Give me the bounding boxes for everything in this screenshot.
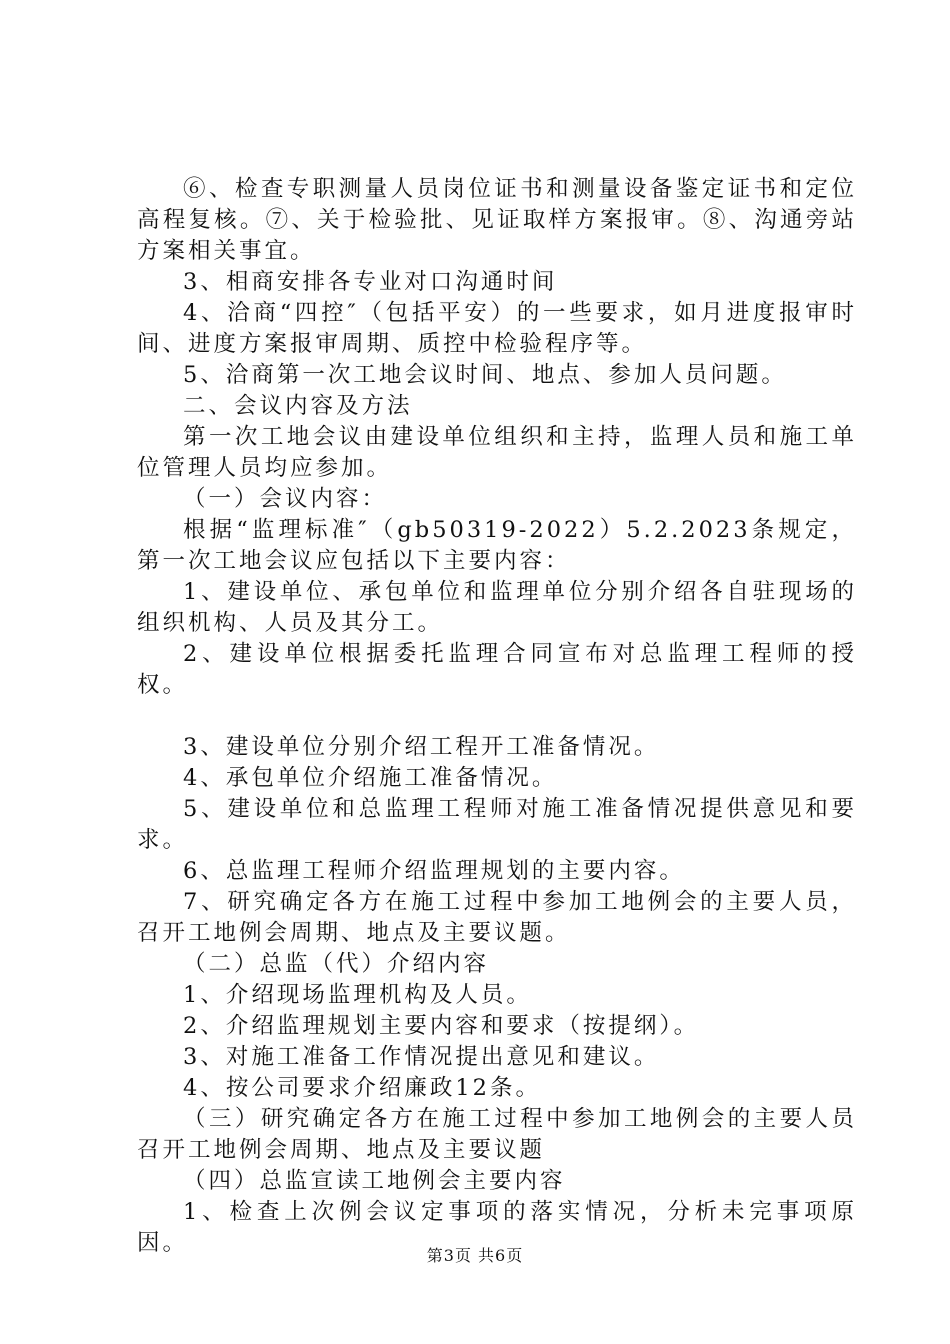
paragraph: 第一次工地会议由建设单位组织和主持，监理人员和施工单位管理人员均应参加。: [137, 424, 857, 481]
list-item: 1、检查上次例会议定事项的落实情况，分析未完事项原因。: [137, 1199, 857, 1256]
subsection-heading: （二）总监（代）介绍内容: [183, 951, 490, 977]
paragraph: 5、洽商第一次工地会议时间、地点、参加人员问题。: [183, 362, 787, 388]
list-item: 1、建设单位、承包单位和监理单位分别介绍各自驻现场的组织机构、人员及其分工。: [137, 579, 857, 636]
list-item: 3、建设单位分别介绍工程开工准备情况。: [183, 734, 660, 760]
list-item: 4、承包单位介绍施工准备情况。: [183, 765, 558, 791]
list-item: 4、按公司要求介绍廉政12条。: [183, 1075, 541, 1101]
paragraph: 根据“监理标准″（gb50319-2022）5.2.2023条规定，第一次工地会议应包括以下主要内容：: [137, 517, 857, 574]
paragraph: ⑥、检查专职测量人员岗位证书和测量设备鉴定证书和定位高程复核。⑦、关于检验批、见证取样方案报审。⑧、沟通旁站方案相关事宜。: [137, 176, 857, 264]
blank-line: [137, 701, 857, 732]
subsection-heading: （一）会议内容：: [183, 486, 388, 512]
subsection-heading: （四）总监宣读工地例会主要内容: [183, 1168, 566, 1194]
paragraph: 3、相商安排各专业对口沟通时间: [183, 269, 558, 295]
list-item: 1、介绍现场监理机构及人员。: [183, 982, 532, 1008]
page-number-footer: 第3页 共6页: [426, 1246, 524, 1265]
list-item: 5、建设单位和总监理工程师对施工准备情况提供意见和要求。: [137, 796, 857, 853]
list-item: 2、介绍监理规划主要内容和要求（按提纲）。: [183, 1013, 700, 1039]
section-heading: 二、会议内容及方法: [183, 393, 413, 419]
list-item: 7、研究确定各方在施工过程中参加工地例会的主要人员，召开工地例会周期、地点及主要议题。: [137, 889, 857, 946]
paragraph: 4、洽商“四控″（包括平安）的一些要求，如月进度报审时间、进度方案报审周期、质控中检验程序等。: [137, 300, 857, 357]
subsection-heading: （三）研究确定各方在施工过程中参加工地例会的主要人员召开工地例会周期、地点及主要议题: [137, 1106, 857, 1163]
list-item: 2、建设单位根据委托监理合同宣布对总监理工程师的授权。: [137, 641, 857, 698]
document-body: [137, 174, 857, 1259]
list-item: 3、对施工准备工作情况提出意见和建议。: [183, 1044, 660, 1070]
list-item: 6、总监理工程师介绍监理规划的主要内容。: [183, 858, 685, 884]
